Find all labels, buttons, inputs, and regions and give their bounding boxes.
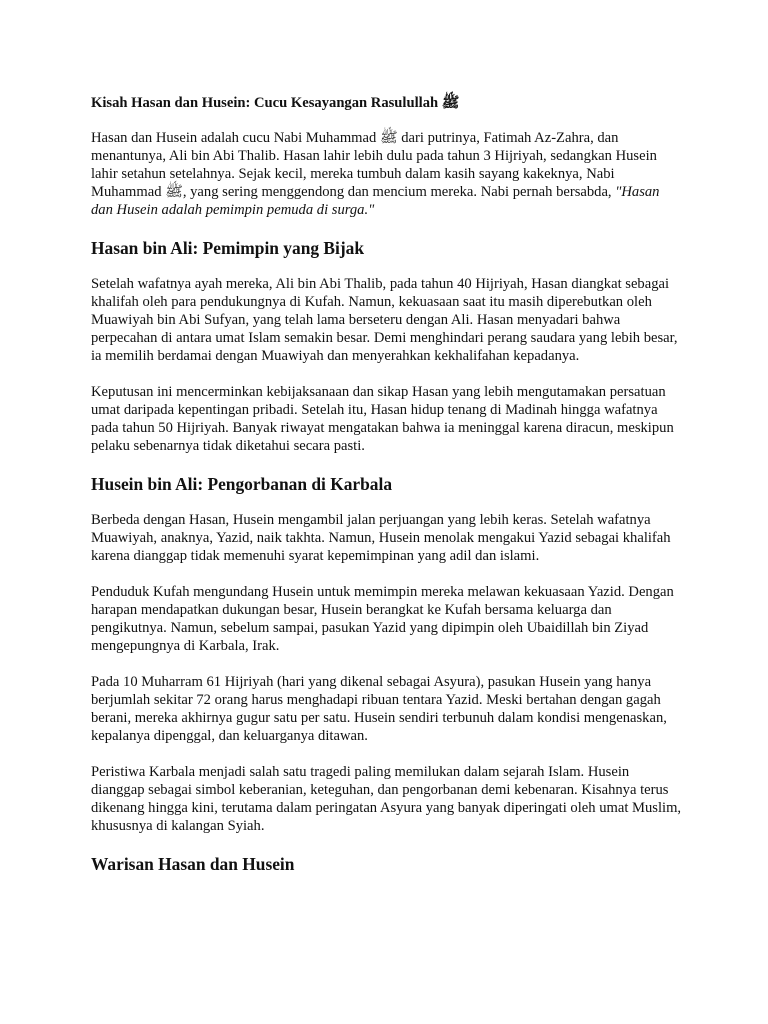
paragraph: Keputusan ini mencerminkan kebijaksanaan dan sikap Hasan yang lebih mengutamakan persatuan umat daripada kepentingan pribadi. Setelah itu, Hasan hidup tenang di Madinah hingga wafatnya pada tahun 50 Hijriyah. Banyak riwayat mengatakan bahwa ia meninggal karena diracun, meskipun pelaku sebenarnya tidak diketahui secara pasti. [91, 384, 674, 454]
document-title: Kisah Hasan dan Husein: Cucu Kesayangan Rasulullah ﷺ [91, 95, 460, 111]
paragraph: Berbeda dengan Hasan, Husein mengambil jalan perjuangan yang lebih keras. Setelah wafatnya Muawiyah, anaknya, Yazid, naik takhta. Namun, Husein menolak mengakui Yazid sebagai khalifah karena dianggap tidak memenuhi syarat kepemimpinan yang adil dan islami. [91, 512, 671, 564]
section-heading-hasan: Hasan bin Ali: Pemimpin yang Bijak [91, 238, 364, 258]
section-heading-warisan: Warisan Hasan dan Husein [91, 854, 295, 874]
intro-text: Hasan dan Husein adalah cucu Nabi Muhammad ﷺ dari putrinya, Fatimah Az-Zahra, dan menantunya, Ali bin Abi Thalib. Hasan lahir lebih dulu pada tahun 3 Hijriyah, sedangkan Husein lahir setahun setelahnya. Sejak kecil, mereka tumbuh dalam kasih sayang kakeknya, Nabi Muhammad ﷺ, yang sering menggendong dan mencium mereka. Nabi pernah bersabda, [91, 130, 657, 200]
intro-paragraph [91, 129, 683, 219]
paragraph: Setelah wafatnya ayah mereka, Ali bin Abi Thalib, pada tahun 40 Hijriyah, Hasan diangkat sebagai khalifah oleh para pendukungnya di Kufah. Namun, kekuasaan saat itu masih diperebutkan oleh Muawiyah bin Abi Sufyan, yang telah lama berseteru dengan Ali. Hasan menyadari bahwa perpecahan di antara umat Islam semakin besar. Demi menghindari perang saudara yang lebih besar, ia memilih berdamai dengan Muawiyah dan menyerahkan kekhalifahan kepadanya. [91, 276, 678, 364]
section-heading-husein: Husein bin Ali: Pengorbanan di Karbala [91, 474, 393, 494]
paragraph: Peristiwa Karbala menjadi salah satu tragedi paling memilukan dalam sejarah Islam. Husein dianggap sebagai simbol keberanian, keteguhan, dan pengorbanan demi kebenaran. Kisahnya terus dikenang hingga kini, terutama dalam peringatan Asyura yang banyak diperingati oleh umat Muslim, khususnya di kalangan Syiah. [91, 764, 682, 834]
paragraph: Pada 10 Muharram 61 Hijriyah (hari yang dikenal sebagai Asyura), pasukan Husein yang hanya berjumlah sekitar 72 orang harus menghadapi ribuan tentara Yazid. Meski bertahan dengan gagah berani, mereka akhirnya gugur satu per satu. Husein sendiri terbunuh dalam kondisi mengenaskan, kepalanya dipenggal, dan keluarganya ditawan. [91, 674, 667, 744]
paragraph: Penduduk Kufah mengundang Husein untuk memimpin mereka melawan kekuasaan Yazid. Dengan harapan mendapatkan dukungan besar, Husein berangkat ke Kufah bersama keluarga dan pengikutnya. Namun, sebelum sampai, pasukan Yazid yang dipimpin oleh Ubaidillah bin Ziyad mengepungnya di Karbala, Irak. [91, 584, 674, 654]
document-page [91, 94, 683, 891]
intro-quote: "Hasan dan Husein adalah pemimpin pemuda di surga." [91, 184, 660, 218]
